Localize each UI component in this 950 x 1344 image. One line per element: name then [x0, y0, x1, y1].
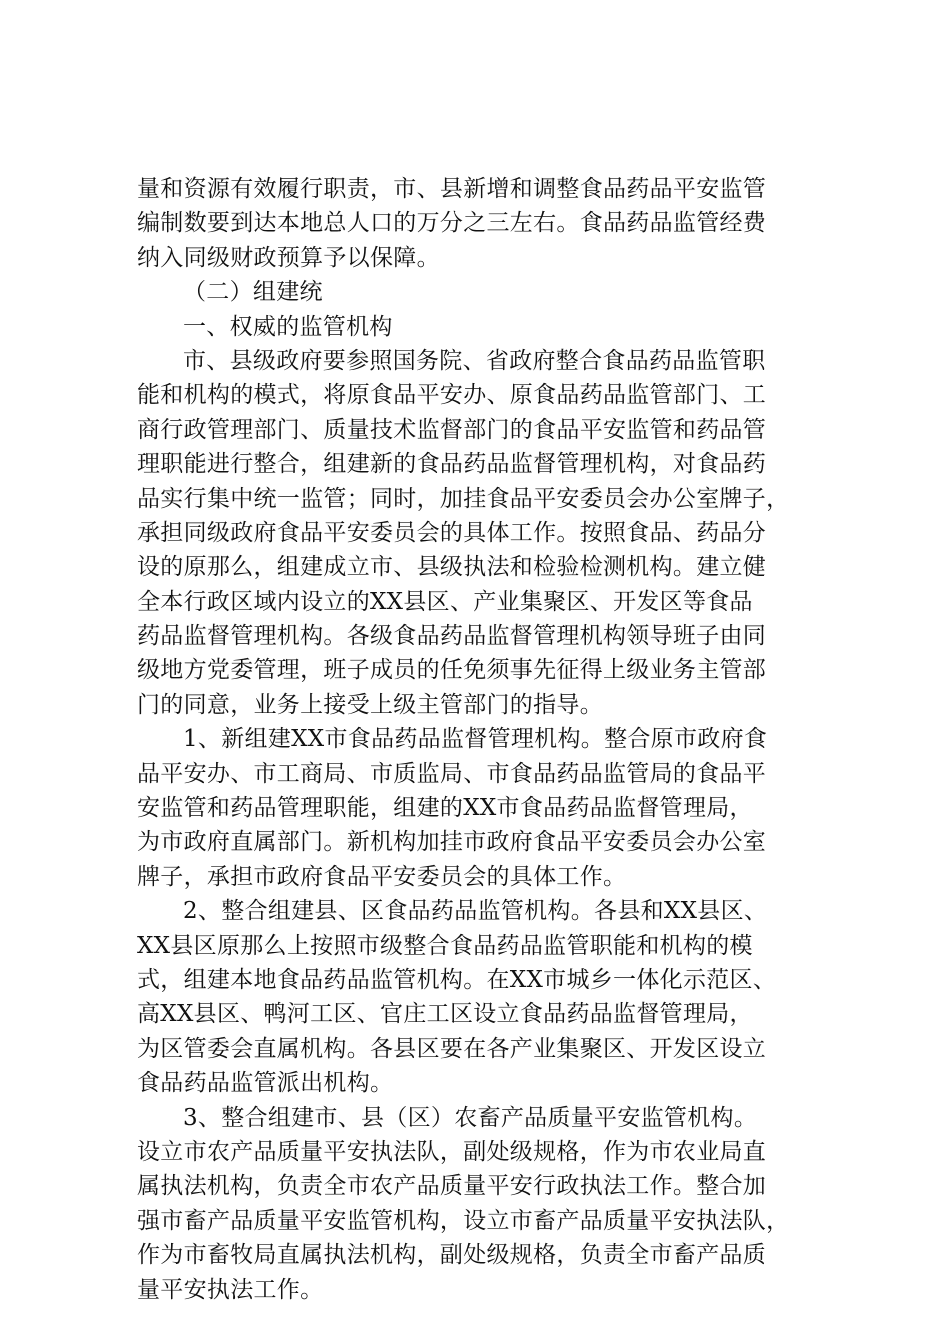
text-line: 门的同意，业务上接受上级主管部门的指导。 — [137, 691, 603, 718]
document-body — [137, 172, 827, 1307]
text-line: 能和机构的模式，将原食品平安办、原食品药品监管部门、工 — [137, 382, 767, 409]
text-line: 药品监督管理机构。各级食品药品监督管理机构领导班子由同 — [137, 623, 767, 650]
text-line: 商行政管理部门、质量技术监督部门的食品平安监管和药品管 — [137, 416, 767, 443]
text-line: 量和资源有效履行职责，市、县新增和调整食品药品平安监管 — [137, 176, 767, 202]
text-line: 全本行政区域内设立的XX县区、产业集聚区、开发区等食品 — [137, 588, 753, 615]
text-line: 为区管委会直属机构。各县区要在各产业集聚区、开发区设立 — [137, 1035, 767, 1062]
text-line: 高XX县区、鸭河工区、官庄工区设立食品药品监督管理局， — [137, 1001, 753, 1028]
paragraph-first-line: 2、整合组建县、区食品药品监管机构。各县和XX县区、 — [183, 898, 768, 925]
text-line: XX县区原那么上按照市级整合食品药品监管职能和机构的模 — [137, 932, 753, 959]
text-line: 属执法机构，负责全市农产品质量平安行政执法工作。整合加 — [137, 1173, 767, 1200]
text-line: 式，组建本地食品药品监管机构。在XX市城乡一体化示范区、 — [137, 966, 777, 993]
text-line: 级地方党委管理，班子成员的任免须事先征得上级业务主管部 — [137, 657, 767, 684]
text-line: 作为市畜牧局直属执法机构，副处级规格，负责全市畜产品质 — [137, 1242, 767, 1269]
text-line: 品平安办、市工商局、市质监局、市食品药品监管局的食品平 — [137, 760, 767, 787]
text-line: 设的原那么，组建成立市、县级执法和检验检测机构。建立健 — [137, 554, 767, 581]
text-line: 理职能进行整合，组建新的食品药品监督管理机构，对食品药 — [137, 451, 767, 478]
text-line: 纳入同级财政预算予以保障。 — [137, 244, 440, 271]
paragraph-first-line: 市、县级政府要参照国务院、省政府整合食品药品监管职 — [183, 347, 766, 374]
text-line: 安监管和药品管理职能，组建的XX市食品药品监督管理局， — [137, 795, 753, 822]
paragraph-first-line: 1、新组建XX市食品药品监督管理机构。整合原市政府食 — [183, 726, 768, 753]
text-line: 品实行集中统一监管；同时，加挂食品平安委员会办公室牌子， — [137, 485, 790, 512]
text-line: 设立市农产品质量平安执法队，副处级规格，作为市农业局直 — [137, 1138, 767, 1165]
text-line: 强市畜产品质量平安监管机构，设立市畜产品质量平安执法队， — [137, 1207, 790, 1234]
text-line: 量平安执法工作。 — [137, 1276, 324, 1303]
text-line: 承担同级政府食品平安委员会的具体工作。按照食品、药品分 — [137, 519, 767, 546]
text-line: 牌子，承担市政府食品平安委员会的具体工作。 — [137, 863, 627, 890]
text-line: 为市政府直属部门。新机构加挂市政府食品平安委员会办公室 — [137, 829, 767, 856]
paragraph-first-line: 3、整合组建市、县（区）农畜产品质量平安监管机构。 — [183, 1104, 758, 1131]
paragraph-first-line: （二）组建统 — [183, 279, 323, 306]
text-line: 食品药品监管派出机构。 — [137, 1070, 394, 1097]
paragraph-first-line: 一、权威的监管机构 — [183, 313, 393, 340]
text-line: 编制数要到达本地总人口的万分之三左右。食品药品监管经费 — [137, 210, 767, 237]
